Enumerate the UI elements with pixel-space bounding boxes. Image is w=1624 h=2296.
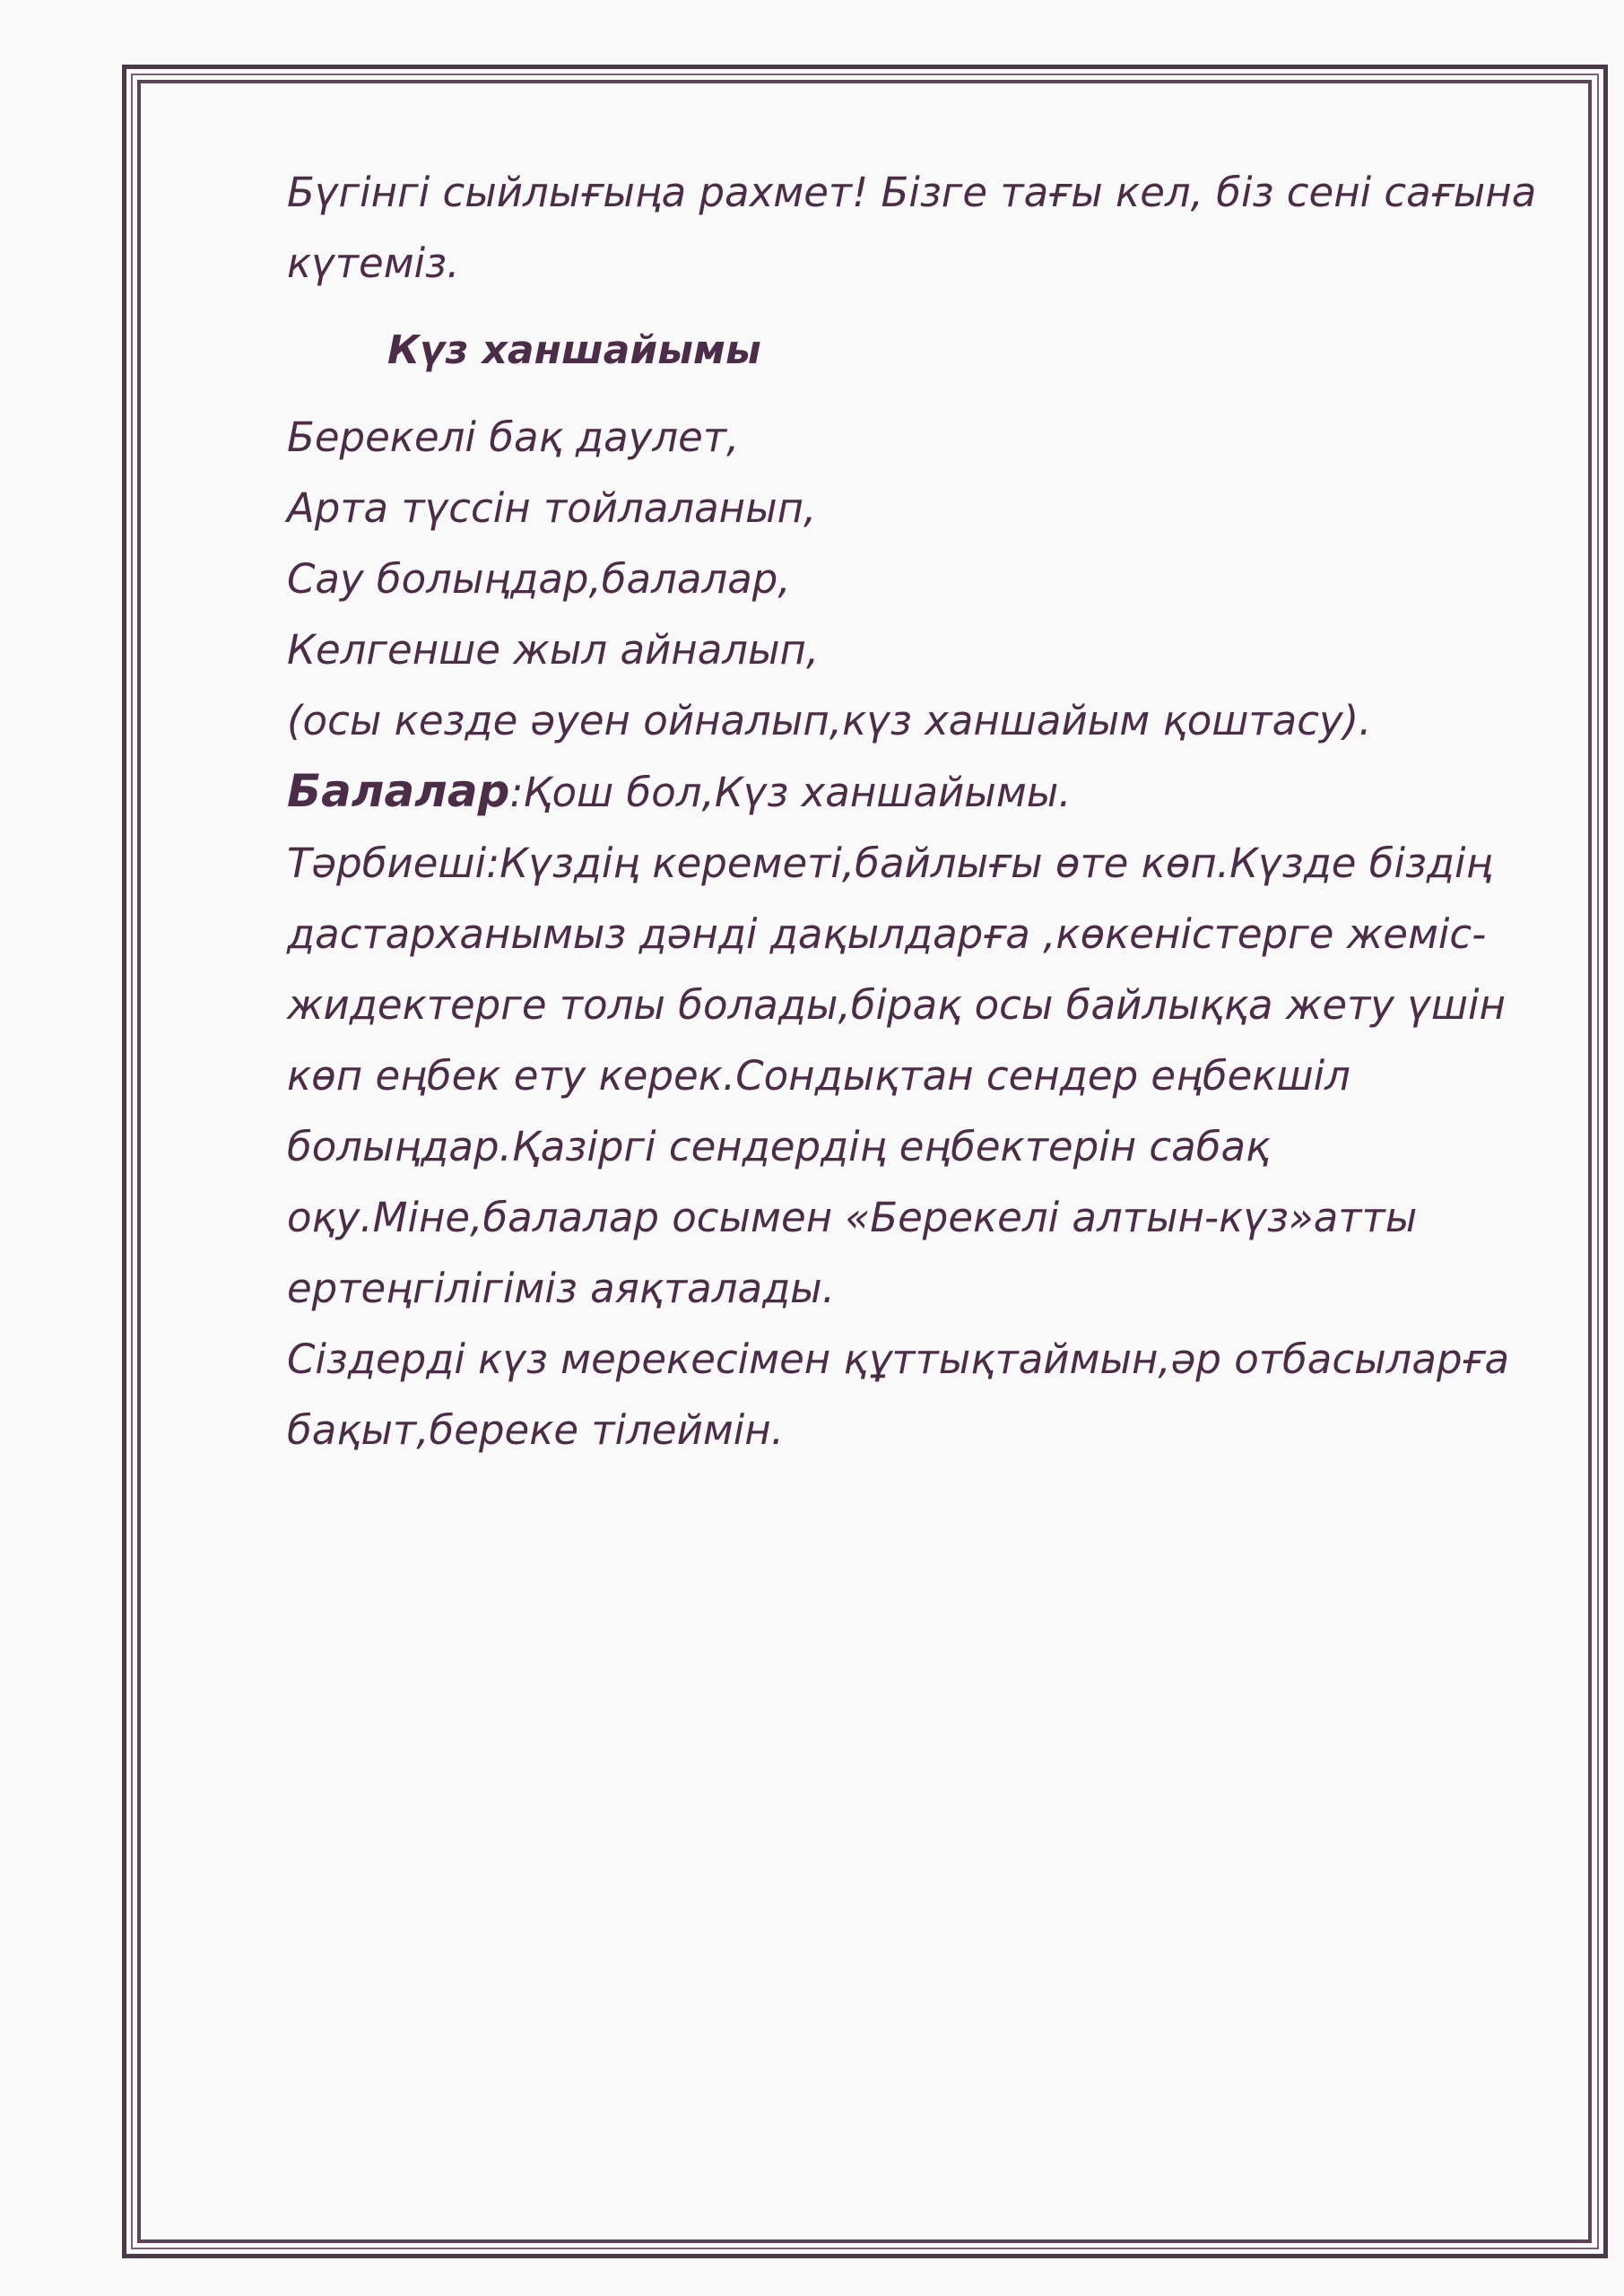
poem-line: Арта түссін тойлаланып, (287, 484, 817, 532)
teacher-line: көп еңбек ету керек.Сондықтан сендер еңбекшіл (287, 1052, 1350, 1100)
teacher-line: оқу.Міне,балалар осымен «Берекелі алтын-күз»атты (287, 1194, 1418, 1241)
teacher-line: ертеңгілігіміз аяқталады. (287, 1265, 836, 1312)
intro-line: Бүгінгі сыйлығыңа рахмет! Бізге тағы кел, біз сені сағына (287, 169, 1537, 216)
teacher-line: Тәрбиеші:Күздің кереметі,байлығы өте көп.Күзде біздің (287, 839, 1493, 887)
teacher-line: болыңдар.Қазіргі сендердің еңбектерін сабақ (287, 1123, 1271, 1170)
teacher-line: бақыт,береке тілеймін. (287, 1406, 784, 1454)
teacher-line: жидектерге толы болады,бірақ осы байлыққа жету үшін (287, 981, 1506, 1029)
poem-line: Келгенше жыл айналып, (287, 626, 820, 674)
teacher-line: дастарханымыз дәнді дақылдарға ,көкеністерге жеміс- (287, 910, 1487, 958)
document-body (287, 157, 1560, 1465)
intro-line: күтеміз. (287, 239, 460, 287)
children-reply-text: :Қош бол,Күз ханшайымы. (509, 769, 1072, 816)
children-reply (287, 756, 1560, 828)
speaker-label: Балалар (287, 765, 510, 817)
teacher-line: Сіздерді күз мерекесімен құттықтаймын,әр отбасыларға (287, 1335, 1510, 1383)
poem-heading: Күз ханшайымы (387, 327, 761, 373)
poem-line: Сау болыңдар,балалар, (287, 555, 791, 603)
poem-line: Берекелі бақ даулет, (287, 413, 740, 461)
stage-direction: (осы кезде әуен ойналып,күз ханшайым қоштасу). (287, 697, 1372, 744)
